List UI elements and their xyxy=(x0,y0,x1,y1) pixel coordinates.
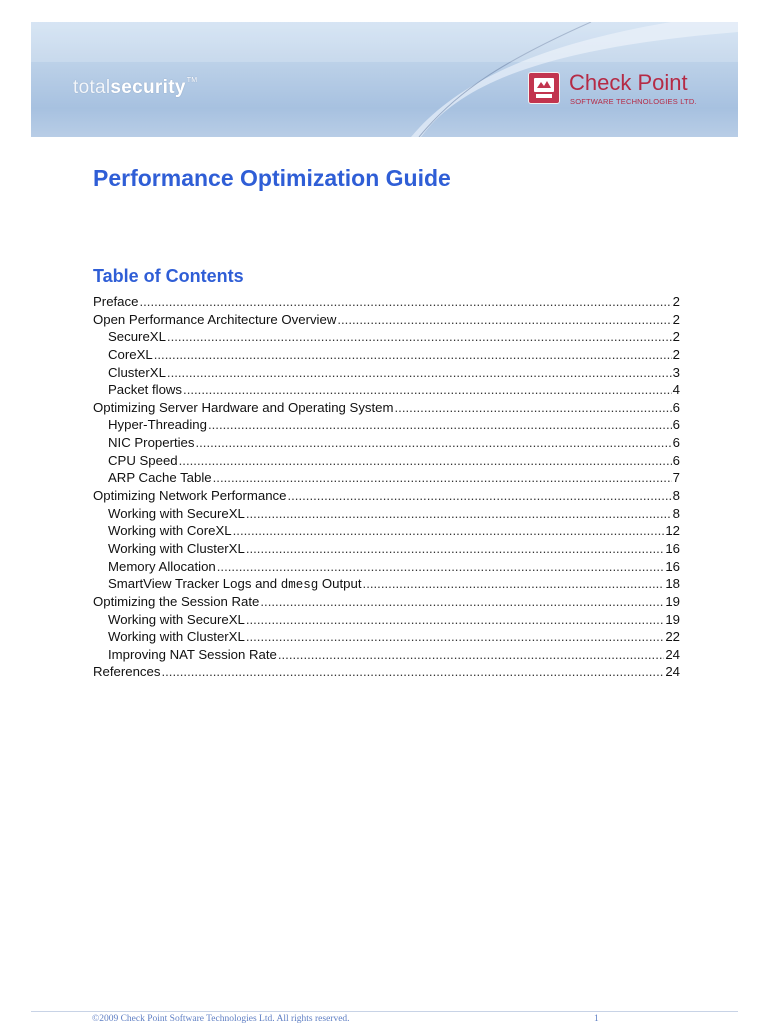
toc-page-number: 24 xyxy=(665,664,680,680)
toc-entry[interactable] xyxy=(93,540,680,558)
toc-entry-label: Working with CoreXL xyxy=(108,523,232,539)
toc-entry-label: Memory Allocation xyxy=(108,558,216,574)
toc-entry-label: ARP Cache Table xyxy=(108,470,212,486)
toc-page-number: 19 xyxy=(665,593,680,609)
toc-entry[interactable] xyxy=(93,452,680,470)
toc-dot-leader xyxy=(278,646,665,664)
toc-dot-leader xyxy=(246,611,665,629)
toc-heading: Table of Contents xyxy=(93,266,244,286)
toc-page-number: 8 xyxy=(672,505,680,521)
footer-page-number: 1 xyxy=(594,1014,599,1024)
toc-entry-label: SecureXL xyxy=(108,329,166,345)
toc-dot-leader xyxy=(287,487,671,505)
footer-divider xyxy=(31,1011,738,1012)
toc-entry-label: Optimizing the Session Rate xyxy=(93,593,260,609)
check-point-wordmark: Check Point xyxy=(569,70,688,95)
brand-trademark: TM xyxy=(186,77,198,84)
toc-page-number: 16 xyxy=(665,558,680,574)
toc-entry[interactable] xyxy=(93,416,680,434)
toc-page-number: 24 xyxy=(665,646,680,662)
toc-dot-leader xyxy=(217,558,665,576)
toc-page-number: 4 xyxy=(672,382,680,398)
document-title: Performance Optimization Guide xyxy=(93,165,451,191)
toc-dot-leader xyxy=(139,293,671,311)
check-point-logo-icon xyxy=(528,72,560,104)
toc-dot-leader xyxy=(246,505,672,523)
toc-dot-leader xyxy=(363,575,665,593)
toc-dot-leader xyxy=(233,522,665,540)
toc-page-number: 2 xyxy=(672,294,680,309)
toc-page-number: 6 xyxy=(672,399,680,415)
toc-entry-label: Working with SecureXL xyxy=(108,505,245,521)
toc-entry-label: ClusterXL xyxy=(108,364,166,380)
toc-dot-leader xyxy=(179,452,672,470)
toc-entry[interactable] xyxy=(93,364,680,382)
toc-page-number: 22 xyxy=(665,629,680,645)
toc-entry[interactable] xyxy=(93,558,680,576)
toc-entry[interactable] xyxy=(93,663,680,681)
toc-entry-label: SmartView Tracker Logs and dmesg Output xyxy=(108,576,362,593)
footer-copyright: ©2009 Check Point Software Technologies Ltd. All rights reserved. xyxy=(92,1014,350,1024)
toc-dot-leader xyxy=(395,399,672,417)
toc-dot-leader xyxy=(213,469,672,487)
toc-page-number: 8 xyxy=(672,488,680,504)
toc-dot-leader xyxy=(183,381,672,399)
toc-entry[interactable] xyxy=(93,628,680,646)
brand-bold-text: security xyxy=(110,77,186,98)
toc-entry-label: Hyper-Threading xyxy=(108,417,207,433)
check-point-tagline: SOFTWARE TECHNOLOGIES LTD. xyxy=(570,97,697,106)
toc-page-number: 6 xyxy=(672,417,680,433)
table-of-contents xyxy=(93,293,680,681)
header-banner xyxy=(31,22,738,137)
totalsecurity-brand xyxy=(73,77,197,99)
toc-entry[interactable] xyxy=(93,522,680,540)
toc-entry-label: NIC Properties xyxy=(108,435,195,451)
toc-entry-label: References xyxy=(93,664,161,680)
toc-entry[interactable] xyxy=(93,346,680,364)
toc-dot-leader xyxy=(208,416,672,434)
toc-entry-label: Optimizing Server Hardware and Operating System xyxy=(93,399,394,415)
toc-dot-leader xyxy=(167,364,672,382)
toc-entry[interactable] xyxy=(93,469,680,487)
toc-dot-leader xyxy=(195,434,671,452)
toc-page-number: 7 xyxy=(672,470,680,486)
toc-entry-label: Working with ClusterXL xyxy=(108,540,245,556)
toc-page-number: 19 xyxy=(665,611,680,627)
toc-page-number: 18 xyxy=(665,576,680,592)
toc-dot-leader xyxy=(154,346,672,364)
toc-entry[interactable] xyxy=(93,399,680,417)
toc-entry-label: Optimizing Network Performance xyxy=(93,488,287,504)
toc-page-number: 3 xyxy=(672,364,680,380)
toc-dot-leader xyxy=(246,540,665,558)
toc-entry[interactable] xyxy=(93,646,680,664)
toc-dot-leader xyxy=(260,593,664,611)
toc-entry-code: dmesg xyxy=(280,578,319,593)
toc-entry[interactable] xyxy=(93,293,680,311)
toc-dot-leader xyxy=(161,663,664,681)
toc-entry-label: Improving NAT Session Rate xyxy=(108,646,277,662)
toc-entry[interactable] xyxy=(93,575,680,593)
toc-entry[interactable] xyxy=(93,593,680,611)
toc-entry-label: Preface xyxy=(93,294,139,309)
brand-light-text: total xyxy=(73,77,111,98)
toc-dot-leader xyxy=(337,311,671,329)
toc-entry[interactable] xyxy=(93,505,680,523)
toc-entry-label: CoreXL xyxy=(108,346,153,362)
toc-entry-label: Open Performance Architecture Overview xyxy=(93,311,337,327)
toc-entry[interactable] xyxy=(93,487,680,505)
toc-page-number: 2 xyxy=(672,346,680,362)
toc-page-number: 12 xyxy=(665,523,680,539)
toc-entry[interactable] xyxy=(93,328,680,346)
toc-entry-label: CPU Speed xyxy=(108,452,178,468)
toc-dot-leader xyxy=(246,628,665,646)
toc-entry[interactable] xyxy=(93,381,680,399)
toc-dot-leader xyxy=(167,328,672,346)
toc-entry[interactable] xyxy=(93,611,680,629)
toc-page-number: 2 xyxy=(672,329,680,345)
toc-entry-label: Packet flows xyxy=(108,382,183,398)
toc-page-number: 16 xyxy=(665,540,680,556)
toc-page-number: 6 xyxy=(672,435,680,451)
toc-entry-label: Working with ClusterXL xyxy=(108,629,245,645)
toc-page-number: 2 xyxy=(672,311,680,327)
toc-entry[interactable] xyxy=(93,434,680,452)
toc-entry-label: Working with SecureXL xyxy=(108,611,245,627)
toc-page-number: 6 xyxy=(672,452,680,468)
toc-entry[interactable] xyxy=(93,311,680,329)
